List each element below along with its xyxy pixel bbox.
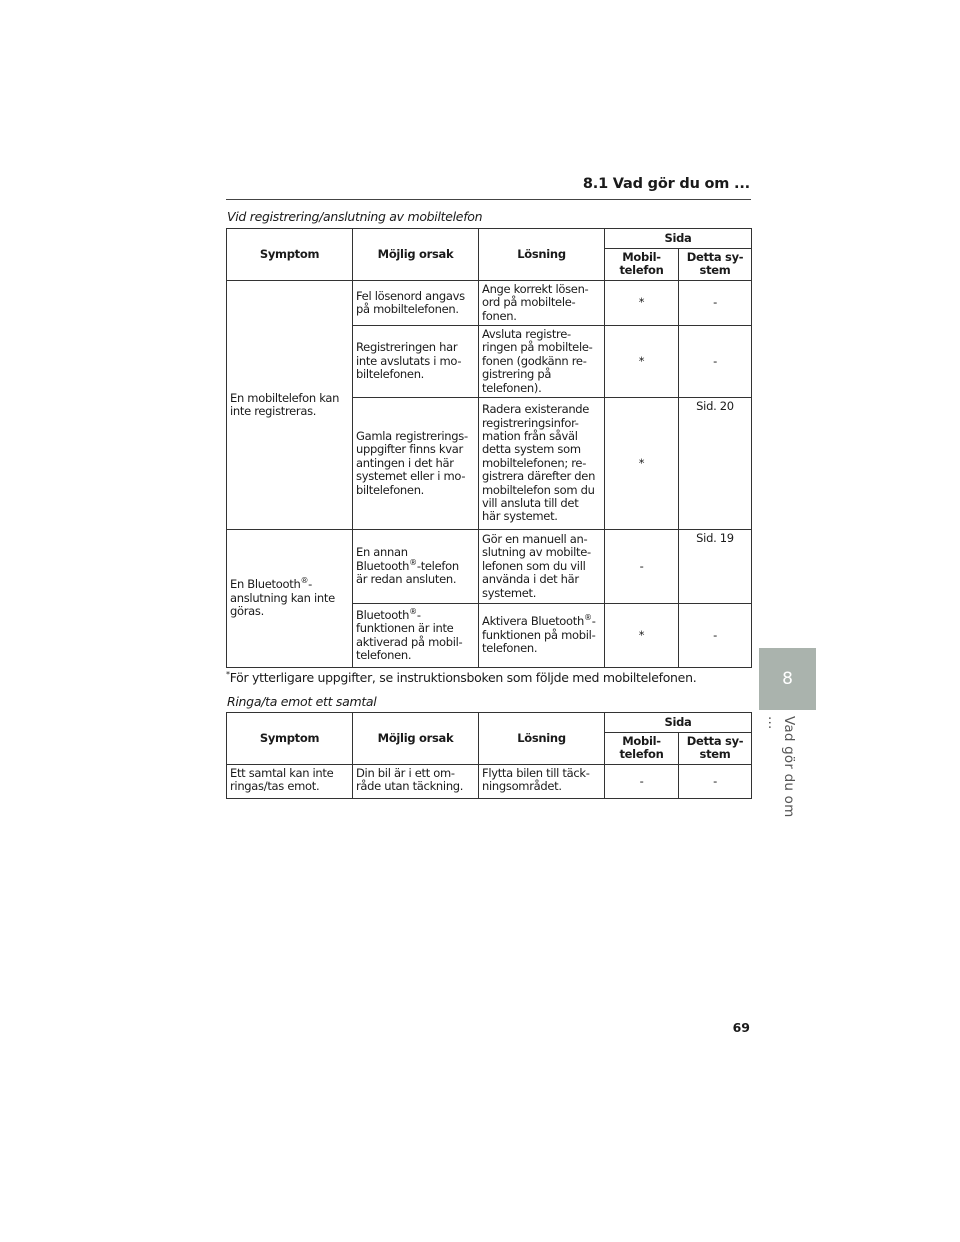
chapter-number: 8 — [782, 669, 793, 689]
symptom-cell: Ett samtal kan inte ringas/tas emot. — [227, 764, 353, 798]
chapter-side-label: Vad gör du om ... — [765, 716, 797, 818]
col-header-page: Sida — [605, 713, 752, 733]
system-page-cell: - — [679, 326, 752, 398]
phone-page-cell: - — [605, 764, 679, 798]
footnote-mark: * — [226, 669, 230, 679]
solution-cell — [479, 604, 605, 668]
phone-page-cell: * — [605, 326, 679, 398]
table-row — [227, 530, 752, 604]
table-row — [227, 764, 752, 798]
registration-table-caption: Vid registrering/anslutning av mobiltelefon — [227, 209, 483, 224]
chapter-tab — [759, 648, 816, 710]
col-header-solution: Lösning — [479, 229, 605, 281]
registration-troubleshooting-table — [226, 228, 752, 668]
solution-text-b: - funktionen på mobil- telefonen. — [482, 614, 596, 656]
cause-cell — [353, 530, 479, 604]
cause-cell: Gamla registrerings- uppgifter finns kvar antingen i det här systemet eller i mo- biltelefonen. — [353, 398, 479, 530]
col-header-symptom: Symptom — [227, 713, 353, 765]
col-header-system: Detta sy- stem — [679, 249, 752, 281]
registered-mark: ® — [583, 613, 592, 623]
cause-text-b: -telefon är redan ansluten. — [356, 558, 459, 587]
system-page-cell: - — [679, 764, 752, 798]
footnote-text: För ytterligare uppgifter, se instruktionsboken som följde med mobiltelefonen. — [229, 670, 697, 685]
registered-mark: ® — [300, 576, 309, 586]
system-page-cell: Sid. 20 — [679, 398, 752, 530]
solution-cell: Ange korrekt lösen- ord på mobiltele- fonen. — [479, 280, 605, 325]
cause-text-a: Bluetooth — [356, 607, 410, 622]
registered-mark: ® — [409, 558, 417, 568]
solution-cell: Flytta bilen till täck- ningsområdet. — [479, 764, 605, 798]
cause-cell: Registreringen har inte avslutats i mo- biltelefonen. — [353, 326, 479, 398]
page-number: 69 — [732, 1020, 750, 1035]
solution-cell: Radera existerande registreringsinfor- mation från såväl detta system som mobiltelefonen; re- gistrera därefter den mobiltelefon som du vill ansluta till det här systemet. — [479, 398, 605, 530]
system-page-cell: - — [679, 604, 752, 668]
cause-text-a: En annan Bluetooth — [356, 545, 410, 573]
col-header-phone: Mobil- telefon — [605, 733, 679, 765]
col-header-system: Detta sy- stem — [679, 733, 752, 765]
system-page-cell: Sid. 19 — [679, 530, 752, 604]
cause-cell: Fel lösenord angavs på mobiltelefonen. — [353, 280, 479, 325]
symptom-text-a: En Bluetooth — [230, 577, 301, 592]
calls-troubleshooting-table — [226, 712, 752, 799]
symptom-text-b: - anslutning kan inte göras. — [230, 577, 335, 619]
phone-page-cell: - — [605, 530, 679, 604]
footnote — [226, 670, 696, 685]
phone-page-cell: * — [605, 604, 679, 668]
solution-text-a: Aktivera Bluetooth — [482, 614, 584, 629]
header-divider — [226, 199, 751, 200]
col-header-cause: Möjlig orsak — [353, 713, 479, 765]
solution-cell: Gör en manuell an- slutning av mobilte- lefonen som du vill använda i det här systemet. — [479, 530, 605, 604]
col-header-phone: Mobil- telefon — [605, 249, 679, 281]
phone-page-cell: * — [605, 280, 679, 325]
registered-mark: ® — [409, 606, 417, 616]
page-header-title: 8.1 Vad gör du om ... — [582, 176, 750, 192]
calls-table-caption: Ringa/ta emot ett samtal — [227, 694, 377, 709]
cause-cell — [353, 604, 479, 668]
col-header-solution: Lösning — [479, 713, 605, 765]
system-page-cell: - — [679, 280, 752, 325]
symptom-cell: En mobiltelefon kan inte registreras. — [227, 280, 353, 529]
solution-cell: Avsluta registre- ringen på mobiltele- fonen (godkänn re- gistrering på telefonen). — [479, 326, 605, 398]
col-header-page: Sida — [605, 229, 752, 249]
phone-page-cell: * — [605, 398, 679, 530]
table-row — [227, 280, 752, 325]
col-header-symptom: Symptom — [227, 229, 353, 281]
cause-cell: Din bil är i ett om- råde utan täckning. — [353, 764, 479, 798]
col-header-cause: Möjlig orsak — [353, 229, 479, 281]
symptom-cell — [227, 530, 353, 668]
cause-text-b: - funktionen är inte aktiverad på mobil- telefonen. — [356, 607, 463, 662]
